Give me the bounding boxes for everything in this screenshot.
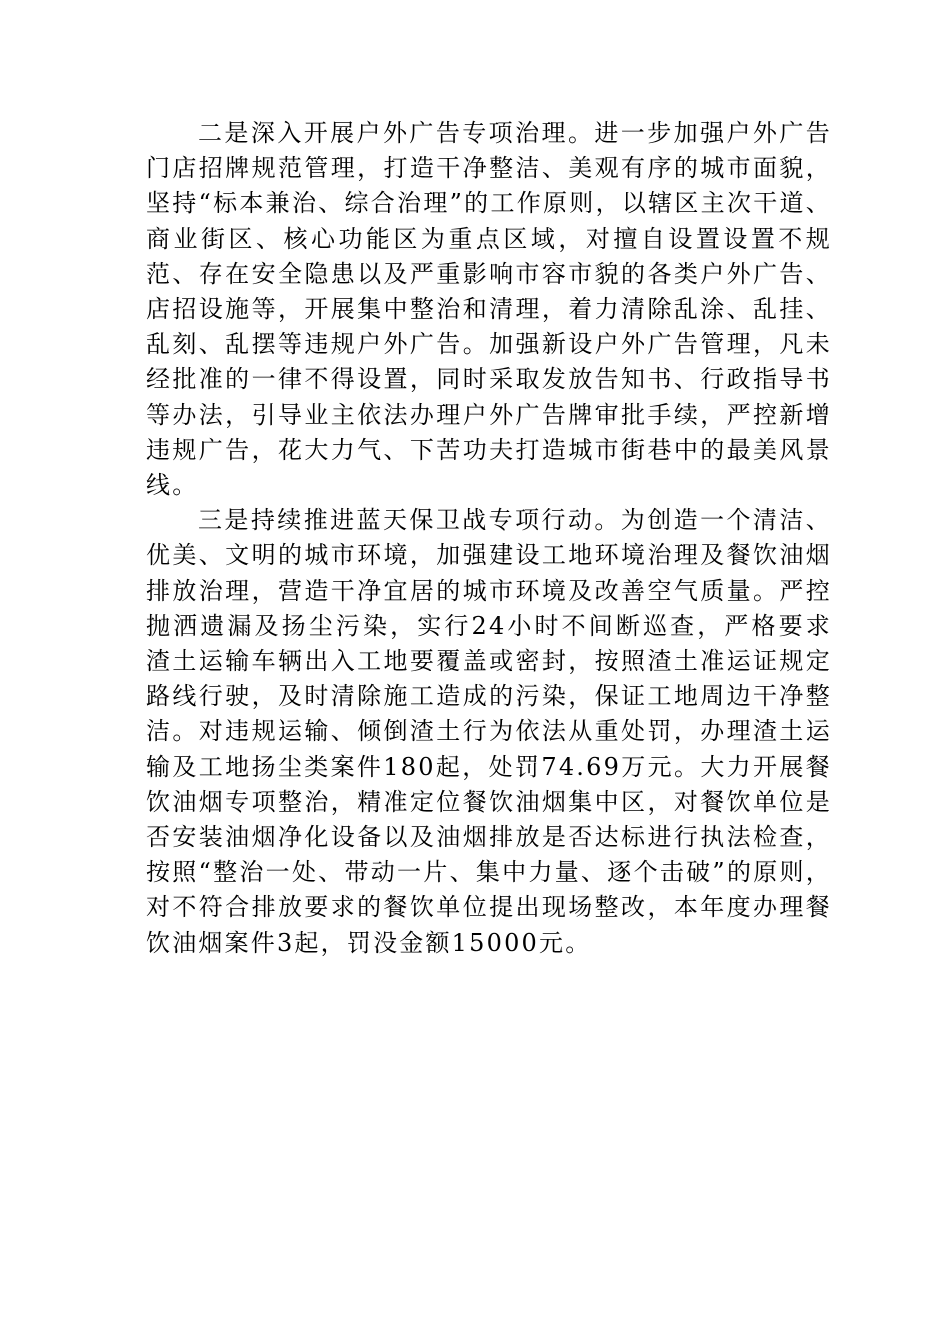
document-body: [146, 116, 832, 961]
paragraph-outdoor-advertising: 二是深入开展户外广告专项治理。进一步加强户外广告门店招牌规范管理，打造干净整洁、美观有序的城市面貌，坚持“标本兼治、综合治理”的工作原则，以辖区主次干道、商业街区、核心功能区为重点区域，对擅自设置设置不规范、存在安全隐患以及严重影响市容市貌的各类户外广告、店招设施等，开展集中整治和清理，着力清除乱涂、乱挂、乱刻、乱摆等违规户外广告。加强新设户外广告管理，凡未经批准的一律不得设置，同时采取发放告知书、行政指导书等办法，引导业主依法办理户外广告牌审批手续，严控新增违规广告，花大力气、下苦功夫打造城市街巷中的最美风景线。: [146, 119, 832, 500]
paragraph-blue-sky-action: 三是持续推进蓝天保卫战专项行动。为创造一个清洁、优美、文明的城市环境，加强建设工地环境治理及餐饮油烟排放治理，营造干净宜居的城市环境及改善空气质量。严控抛洒遗漏及扬尘污染，实行24小时不间断巡查，严格要求渣土运输车辆出入工地要覆盖或密封，按照渣土准运证规定路线行驶，及时清除施工造成的污染，保证工地周边干净整洁。对违规运输、倾倒渣土行为依法从重处罚，办理渣土运输及工地扬尘类案件180起，处罚74.69万元。大力开展餐饮油烟专项整治，精准定位餐饮油烟集中区，对餐饮单位是否安装油烟净化设备以及油烟排放是否达标进行执法检查，按照“整治一处、带动一片、集中力量、逐个击破”的原则，对不符合排放要求的餐饮单位提出现场整改，本年度办理餐饮油烟案件3起，罚没金额15000元。: [146, 506, 832, 957]
